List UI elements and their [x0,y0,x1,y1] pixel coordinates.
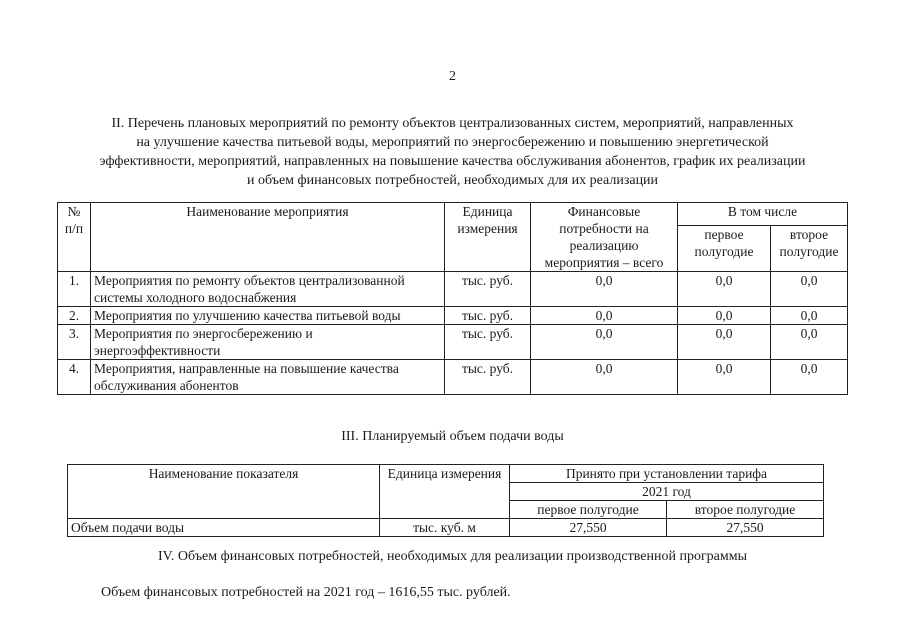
row-second-half: 0,0 [771,325,848,360]
row-second-half: 0,0 [771,307,848,325]
row-total: 0,0 [531,307,678,325]
row-unit: тыс. руб. [445,272,531,307]
row-measure-name: Мероприятия по энергосбережению и энергоэффективности [91,325,445,360]
section-2-title-line: и объем финансовых потребностей, необходимых для их реализации [246,173,659,188]
row-number: 1. [58,272,91,307]
financial-summary: Объем финансовых потребностей на 2021 год – 1616,55 тыс. рублей. [101,585,511,600]
row-measure-name: Мероприятия по улучшению качества питьевой воды [91,307,445,325]
row-number: 2. [58,307,91,325]
header-second-half: второе полугодие [771,226,848,272]
row-total: 0,0 [531,360,678,395]
row-unit: тыс. руб. [445,307,531,325]
header-indicator: Наименование показателя [68,465,380,519]
row-unit: тыс. куб. м [380,519,510,537]
section-2-title-line: на улучшение качества питьевой воды, мероприятий по энергосбережению и повышению энергетической [136,135,769,150]
row-indicator-name: Объем подачи воды [68,519,380,537]
header-year: 2021 год [510,483,824,501]
header-no: № п/п [58,203,91,272]
page-number: 2 [449,69,456,84]
header-first-half: первое полугодие [510,501,667,519]
table-row [58,272,848,307]
section-2-title-line: эффективности, мероприятий, направленных на повышение качества обслуживания абонентов, график их реализации [99,154,806,169]
table-row [58,307,848,325]
row-total: 0,0 [531,325,678,360]
header-unit: Единица измерения [380,465,510,519]
row-first-half: 0,0 [678,325,771,360]
row-measure-name: Мероприятия, направленные на повышение качества обслуживания абонентов [91,360,445,395]
section-3-title: III. Планируемый объем подачи воды [341,429,564,444]
row-second-half: 0,0 [771,360,848,395]
row-unit: тыс. руб. [445,360,531,395]
row-first-half: 0,0 [678,272,771,307]
measures-table [57,202,848,395]
header-accepted: Принято при установлении тарифа [510,465,824,483]
section-2-title-line: II. Перечень плановых мероприятий по ремонту объектов централизованных систем, мероприятий, направленных [111,116,794,131]
section-4-title: IV. Объем финансовых потребностей, необходимых для реализации производственной программы [157,549,748,564]
row-measure-name: Мероприятия по ремонту объектов централизованной системы холодного водоснабжения [91,272,445,307]
row-first-half: 0,0 [678,307,771,325]
table-header-row [68,465,824,483]
row-number: 4. [58,360,91,395]
water-supply-table [67,464,824,537]
row-second-half: 27,550 [667,519,824,537]
table-row [58,325,848,360]
row-total: 0,0 [531,272,678,307]
row-unit: тыс. руб. [445,325,531,360]
row-first-half: 27,550 [510,519,667,537]
row-number: 3. [58,325,91,360]
table-header-row [58,203,848,226]
row-second-half: 0,0 [771,272,848,307]
header-including: В том числе [678,203,848,226]
header-first-half: первое полугодие [678,226,771,272]
table-row [58,360,848,395]
header-second-half: второе полугодие [667,501,824,519]
header-unit: Единица измерения [445,203,531,272]
table-row [68,519,824,537]
header-measure-name: Наименование мероприятия [91,203,445,272]
header-finance-total: Финансовые потребности на реализацию мероприятия – всего [531,203,678,272]
section-2-title [40,114,865,190]
row-first-half: 0,0 [678,360,771,395]
